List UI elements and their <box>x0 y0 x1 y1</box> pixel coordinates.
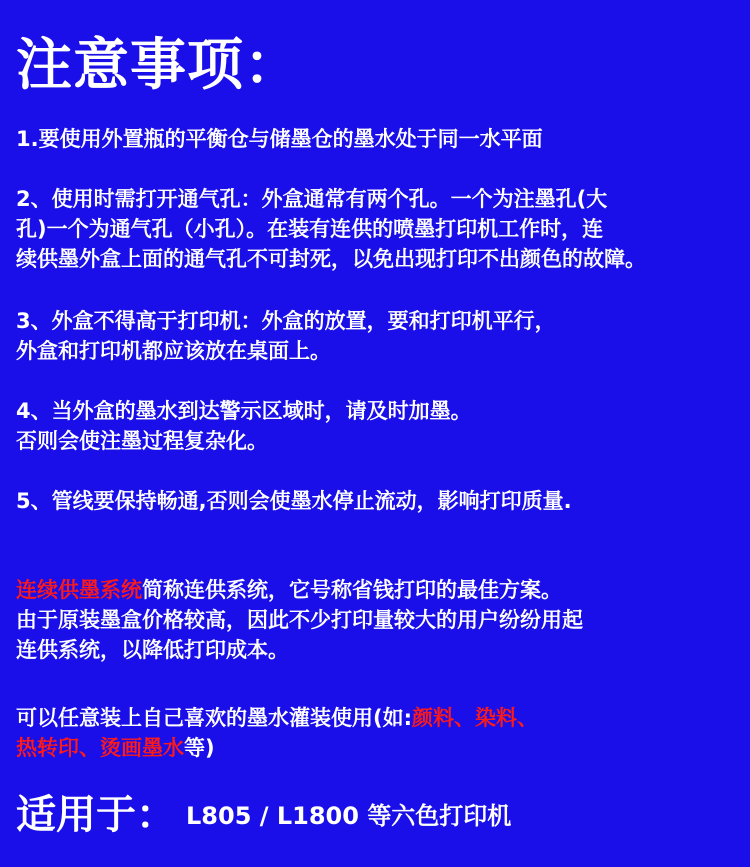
note-item-3 <box>16 306 556 366</box>
note-line: 3、外盒不得高于打印机：外盒的放置，要和打印机平行， <box>16 309 556 333</box>
compatibility-footer <box>16 785 511 845</box>
intro-paragraph <box>16 575 583 665</box>
ink-line-2 <box>16 733 538 763</box>
intro-line-1-rest: 简称连供系统，它号称省钱打印的最佳方案。 <box>142 578 562 602</box>
ink-paragraph <box>16 703 538 763</box>
page-title: 注意事项： <box>16 33 301 98</box>
note-line: 孔)一个为通气孔（小孔）。在装有连供的喷墨打印机工作时，连 <box>16 217 604 241</box>
note-line: 5、管线要保持畅通,否则会使墨水停止流动，影响打印质量. <box>16 489 572 513</box>
intro-line-2: 由于原装墨盒价格较高，因此不少打印量较大的用户纷纷用起 <box>16 608 583 632</box>
intro-line-1 <box>16 575 583 605</box>
ink-red-1: 颜料、染料、 <box>412 706 538 730</box>
footer-label: 适用于： <box>16 792 176 838</box>
note-line: 续供墨外盒上面的通气孔不可封死，以免出现打印不出颜色的故障。 <box>16 247 646 271</box>
ink-line-1 <box>16 703 538 733</box>
note-item-1 <box>16 124 543 154</box>
note-item-5 <box>16 486 572 516</box>
ink-suffix: 等) <box>184 736 215 760</box>
ink-red-2: 热转印、烫画墨水 <box>16 736 184 760</box>
note-line: 外盒和打印机都应该放在桌面上。 <box>16 339 331 363</box>
note-item-2 <box>16 184 646 274</box>
note-line: 2、使用时需打开通气孔：外盒通常有两个孔。一个为注墨孔(大 <box>16 187 608 211</box>
intro-highlight: 连续供墨系统 <box>16 578 142 602</box>
footer-models: L805 / L1800 等六色打印机 <box>186 802 512 830</box>
note-line: 4、当外盒的墨水到达警示区域时，请及时加墨。 <box>16 399 472 423</box>
note-line: 否则会使注墨过程复杂化。 <box>16 429 268 453</box>
note-item-4 <box>16 396 472 456</box>
ink-prefix: 可以任意装上自己喜欢的墨水灌装使用(如: <box>16 706 412 730</box>
note-line: 1.要使用外置瓶的平衡仓与储墨仓的墨水处于同一水平面 <box>16 127 543 151</box>
intro-line-3: 连供系统，以降低打印成本。 <box>16 638 289 662</box>
